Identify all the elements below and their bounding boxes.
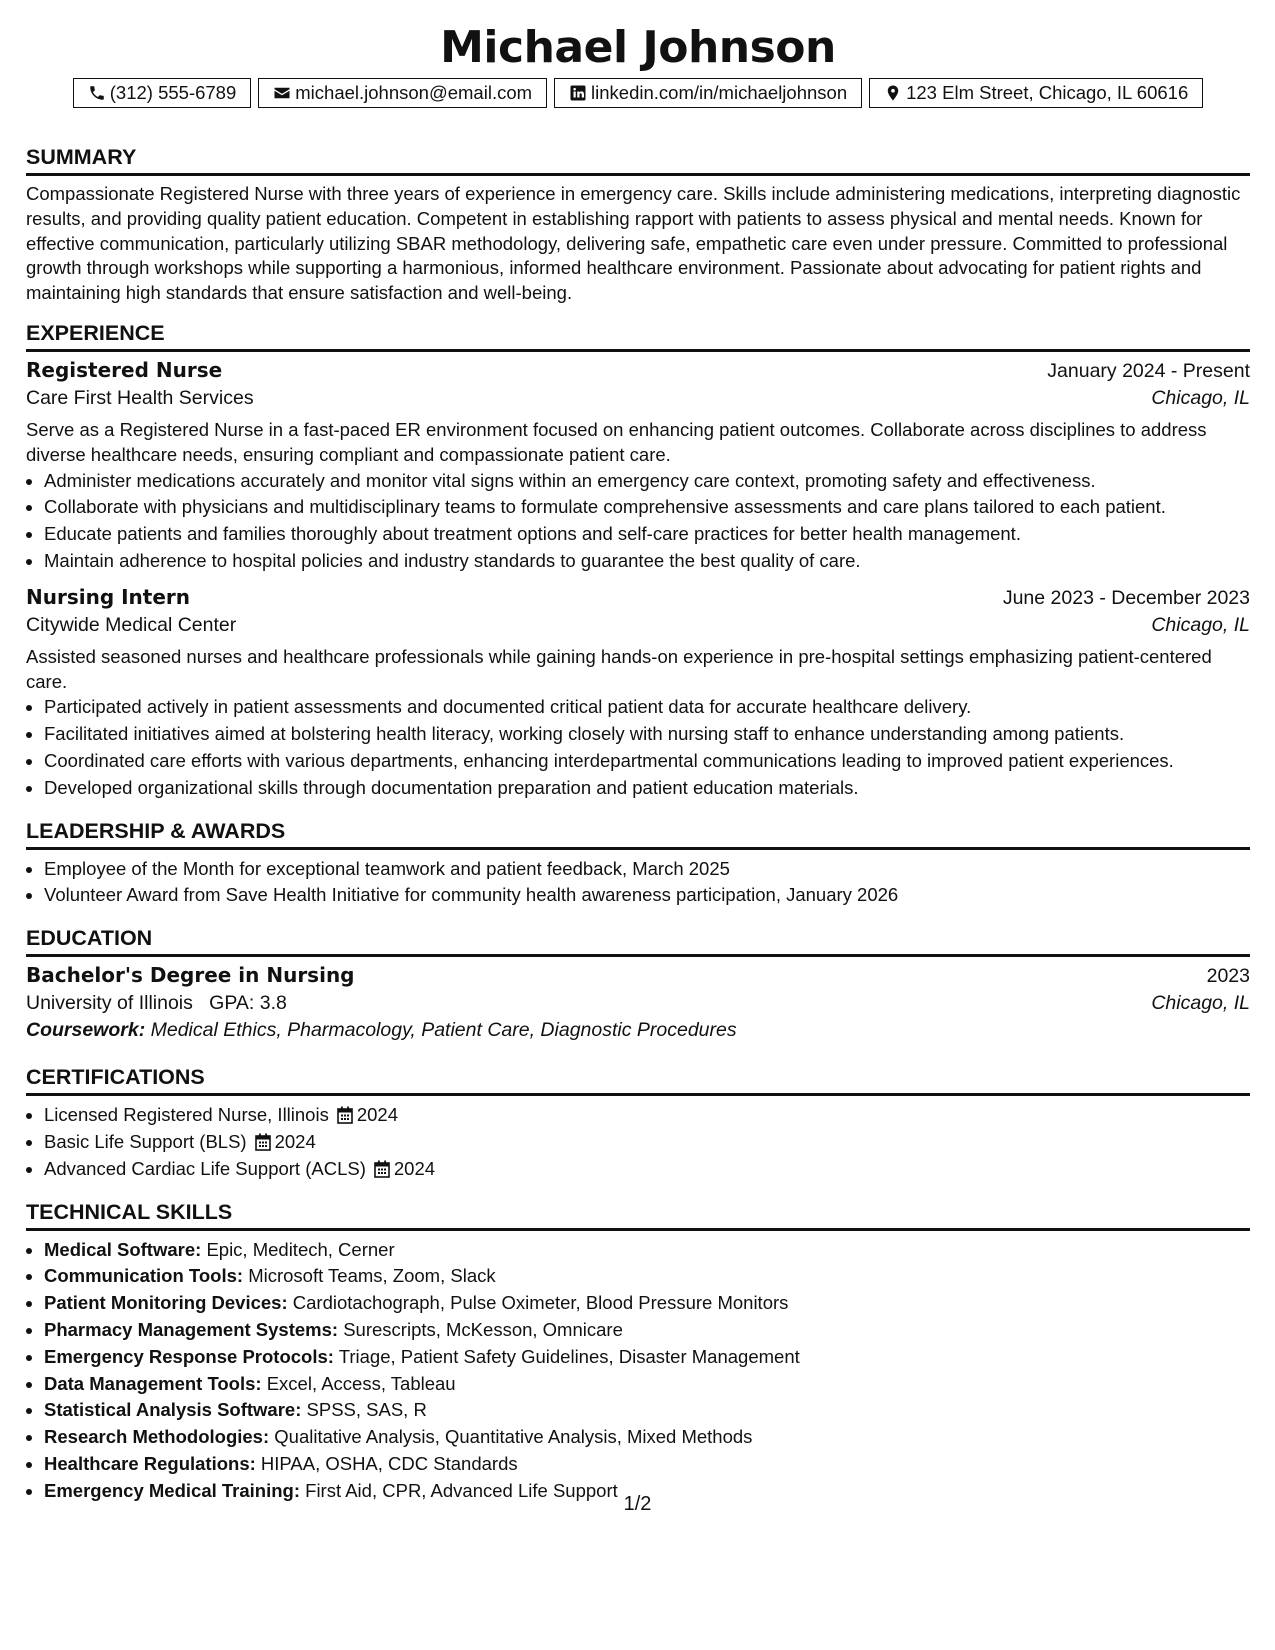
job-entry bbox=[26, 358, 1250, 575]
skill-category: Healthcare Regulations: bbox=[44, 1452, 256, 1474]
list-item bbox=[44, 1156, 1250, 1183]
experience-section bbox=[26, 318, 1250, 802]
job-description: Serve as a Registered Nurse in a fast-paced ER environment focused on enhancing patient outcomes. Collaborate across disciplines to address diverse healthcare needs, ensuring compliant and compassionate patient care. bbox=[26, 418, 1207, 465]
list-item: • Volunteer Award from Save Health Initiative for community health awareness participation, January 2026 bbox=[44, 882, 1250, 909]
contact-phone bbox=[73, 78, 252, 108]
summary-text: Compassionate Registered Nurse with three years of experience in emergency care. Skills include administering medications, interpreting diagnostic results, and providing quality patient education. Competent in establishing rapport with patients to assess physical and mental needs. Known for effective communication, particularly utilizing SBAR methodology, delivering safe, empathetic care even under pressure. Committed to professional growth through workshops while supporting a harmonious, informed healthcare environment. Passionate about advocating for patient rights and maintaining high standards that ensure satisfaction and well-being. bbox=[26, 183, 1241, 304]
skill-category: Research Methodologies: bbox=[44, 1426, 270, 1448]
degree-title: Bachelor's Degree in Nursing bbox=[26, 963, 355, 988]
job-title: Registered Nurse bbox=[26, 357, 223, 382]
awards-section bbox=[26, 816, 1250, 910]
list-item bbox=[44, 1371, 1250, 1398]
skill-category: Medical Software: bbox=[44, 1238, 202, 1260]
skill-values: First Aid, CPR, Advanced Life Support bbox=[305, 1479, 618, 1501]
skill-values: Excel, Access, Tableau bbox=[266, 1372, 456, 1394]
phone-text[interactable]: (312) 555-6789 bbox=[109, 82, 237, 103]
linkedin-link[interactable]: linkedin.com/in/michaeljohnson bbox=[591, 82, 848, 103]
cert-name: Licensed Registered Nurse, Illinois bbox=[44, 1104, 329, 1126]
list-item: • Facilitated initiatives aimed at bolstering health literacy, working closely with nursing staff to enhance understanding among patients. bbox=[44, 721, 1250, 748]
job-subheader bbox=[26, 614, 1250, 637]
job-date: June 2023 - December 2023 bbox=[1002, 586, 1250, 609]
section-title-experience: EXPERIENCE bbox=[26, 318, 1250, 352]
skills-section bbox=[26, 1197, 1250, 1505]
calendar-icon bbox=[255, 1133, 271, 1151]
awards-list bbox=[26, 856, 1250, 910]
certifications-list bbox=[26, 1102, 1250, 1182]
section-title-awards: LEADERSHIP & AWARDS bbox=[26, 816, 1250, 850]
list-item: • Educate patients and families thoroughly about treatment options and self-care practices for better health management. bbox=[44, 521, 1250, 548]
phone-icon bbox=[88, 84, 106, 102]
skill-category: Emergency Medical Training: bbox=[44, 1479, 300, 1501]
candidate-name: Michael Johnson bbox=[440, 22, 836, 73]
cert-name: Basic Life Support (BLS) bbox=[44, 1130, 247, 1152]
list-item bbox=[44, 1263, 1250, 1290]
skill-values: Qualitative Analysis, Quantitative Analysis, Mixed Methods bbox=[274, 1426, 753, 1448]
school-name: University of Illinois bbox=[26, 992, 193, 1015]
skills-list bbox=[26, 1237, 1250, 1505]
skill-values: Microsoft Teams, Zoom, Slack bbox=[248, 1265, 496, 1287]
list-item bbox=[44, 1424, 1250, 1451]
skill-values: SPSS, SAS, R bbox=[306, 1399, 427, 1421]
job-header bbox=[26, 358, 1250, 383]
skill-values: Cardiotachograph, Pulse Oximeter, Blood Pressure Monitors bbox=[292, 1292, 789, 1314]
skill-category: Communication Tools: bbox=[44, 1265, 244, 1287]
cert-year: 2024 bbox=[356, 1104, 398, 1126]
list-item: • Coordinated care efforts with various departments, enhancing interdepartmental communications leading to improved patient experiences. bbox=[44, 748, 1250, 775]
envelope-icon bbox=[273, 84, 291, 102]
job-subheader bbox=[26, 387, 1250, 410]
job-location: Chicago, IL bbox=[1151, 613, 1250, 636]
job-bullets bbox=[26, 468, 1250, 575]
gpa: GPA: 3.8 bbox=[209, 992, 287, 1015]
calendar-icon bbox=[337, 1106, 353, 1124]
skill-category: Patient Monitoring Devices: bbox=[44, 1292, 288, 1314]
list-item bbox=[44, 1129, 1250, 1156]
education-header bbox=[26, 963, 1250, 988]
list-item bbox=[44, 1451, 1250, 1478]
skill-category: Emergency Response Protocols: bbox=[44, 1345, 334, 1367]
cert-year: 2024 bbox=[274, 1130, 316, 1152]
skill-values: Surescripts, McKesson, Omnicare bbox=[343, 1318, 623, 1340]
list-item bbox=[44, 1317, 1250, 1344]
section-title-summary: SUMMARY bbox=[26, 142, 1250, 176]
job-entry bbox=[26, 585, 1250, 802]
job-description: Assisted seasoned nurses and healthcare professionals while gaining hands-on experience in pre-hospital settings emphasizing patient-centered care. bbox=[26, 645, 1212, 692]
skill-category: Pharmacy Management Systems: bbox=[44, 1318, 339, 1340]
section-title-education: EDUCATION bbox=[26, 923, 1250, 957]
contact-linkedin bbox=[554, 78, 862, 108]
linkedin-icon bbox=[569, 84, 587, 102]
map-pin-icon bbox=[884, 84, 902, 102]
list-item: • Maintain adherence to hospital policies and industry standards to guarantee the best quality of care. bbox=[44, 548, 1250, 575]
skill-values: HIPAA, OSHA, CDC Standards bbox=[260, 1452, 518, 1474]
coursework-label: Coursework: bbox=[26, 1019, 146, 1042]
coursework-text: Medical Ethics, Pharmacology, Patient Care, Diagnostic Procedures bbox=[150, 1019, 737, 1042]
skill-values: Triage, Patient Safety Guidelines, Disaster Management bbox=[338, 1345, 800, 1367]
education-section bbox=[26, 923, 1250, 1042]
graduation-year: 2023 bbox=[1206, 965, 1250, 988]
job-bullets bbox=[26, 694, 1250, 801]
resume-page bbox=[26, 20, 1250, 1505]
list-item bbox=[44, 1397, 1250, 1424]
contact-email bbox=[258, 78, 547, 108]
school-line bbox=[26, 992, 287, 1015]
list-item: • Participated actively in patient assessments and documented critical patient data for accurate healthcare delivery. bbox=[44, 694, 1250, 721]
list-item: • Developed organizational skills through documentation preparation and patient education materials. bbox=[44, 775, 1250, 802]
skill-category: Data Management Tools: bbox=[44, 1372, 262, 1394]
job-organization: Care First Health Services bbox=[26, 386, 254, 409]
education-subheader bbox=[26, 992, 1250, 1015]
contact-address bbox=[869, 78, 1203, 108]
address-text: 123 Elm Street, Chicago, IL 60616 bbox=[906, 82, 1189, 103]
list-item: • Collaborate with physicians and multidisciplinary teams to formulate comprehensive assessments and care plans tailored to each patient. bbox=[44, 494, 1250, 521]
calendar-icon bbox=[374, 1160, 390, 1178]
job-header bbox=[26, 585, 1250, 610]
cert-name: Advanced Cardiac Life Support (ACLS) bbox=[44, 1157, 366, 1179]
list-item bbox=[44, 1344, 1250, 1371]
job-organization: Citywide Medical Center bbox=[26, 613, 237, 636]
skill-category: Statistical Analysis Software: bbox=[44, 1399, 302, 1421]
list-item bbox=[44, 1290, 1250, 1317]
summary-section bbox=[26, 142, 1250, 306]
page-number: 1/2 bbox=[623, 1493, 652, 1515]
skill-values: Epic, Meditech, Cerner bbox=[206, 1238, 395, 1260]
list-item: • Employee of the Month for exceptional teamwork and patient feedback, March 2025 bbox=[44, 856, 1250, 883]
certifications-section bbox=[26, 1062, 1250, 1182]
job-title: Nursing Intern bbox=[26, 584, 191, 609]
section-title-certifications: CERTIFICATIONS bbox=[26, 1062, 1250, 1096]
school-location: Chicago, IL bbox=[1151, 992, 1250, 1015]
coursework-line bbox=[26, 1019, 1250, 1042]
section-title-skills: TECHNICAL SKILLS bbox=[26, 1197, 1250, 1231]
job-date: January 2024 - Present bbox=[1047, 359, 1250, 382]
list-item bbox=[44, 1102, 1250, 1129]
list-item bbox=[44, 1237, 1250, 1264]
cert-year: 2024 bbox=[393, 1157, 436, 1179]
contact-bar bbox=[26, 78, 1250, 108]
job-location: Chicago, IL bbox=[1151, 386, 1250, 409]
list-item: • Administer medications accurately and monitor vital signs within an emergency care context, promoting safety and effectiveness. bbox=[44, 468, 1250, 495]
email-link[interactable]: michael.johnson@email.com bbox=[295, 82, 533, 103]
